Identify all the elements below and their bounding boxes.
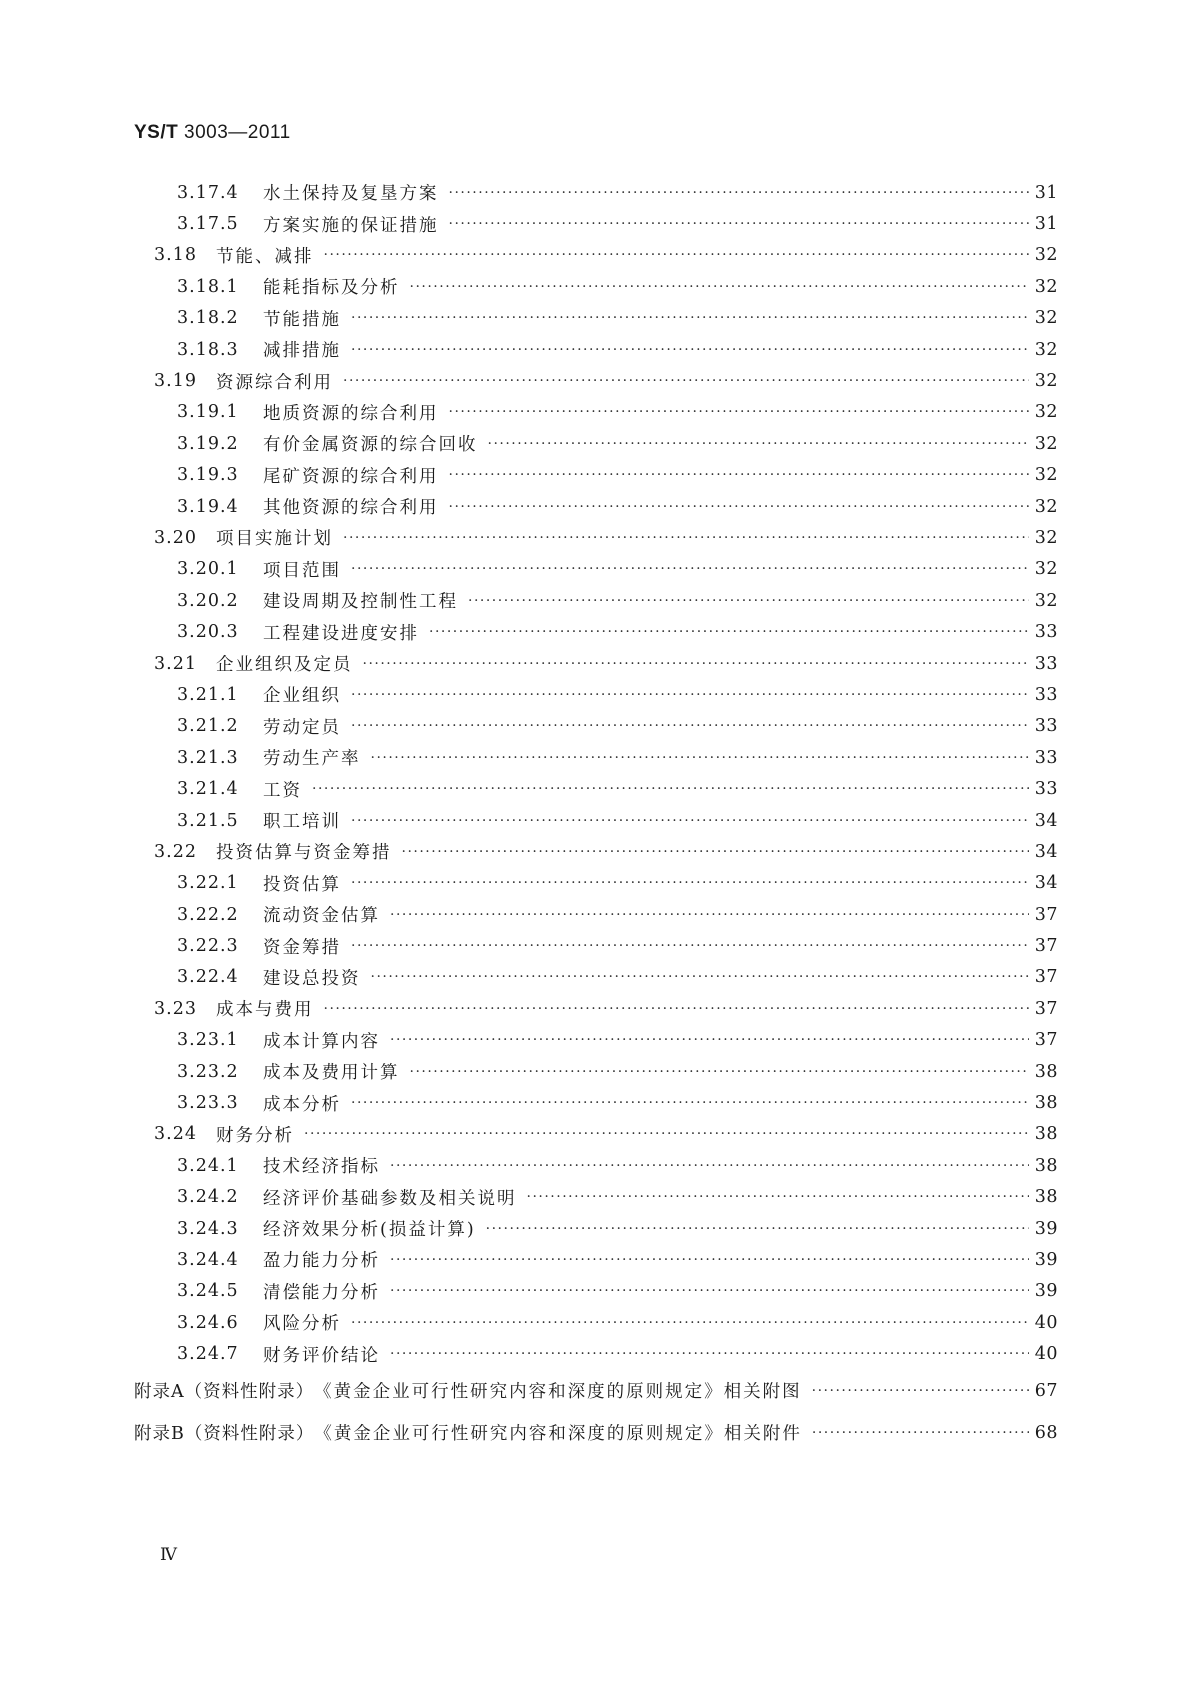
toc-entry[interactable] [134, 962, 1058, 993]
toc-entry-number: 3.17.4 [177, 182, 239, 203]
toc-entry-page: 32 [1034, 527, 1058, 548]
toc-entry[interactable] [134, 1213, 1058, 1244]
standard-number: 3003—2011 [184, 122, 291, 143]
toc-entry-number: 3.19.4 [177, 496, 239, 517]
toc-entry-title: 尾矿资源的综合利用 [263, 466, 439, 487]
toc-leader-dots [812, 1425, 1029, 1441]
toc-leader-dots [312, 781, 1029, 797]
toc-leader-dots [449, 467, 1029, 483]
toc-leader-dots [351, 718, 1029, 734]
toc-entry-page: 34 [1034, 873, 1058, 894]
toc-entry[interactable] [134, 648, 1058, 679]
toc-leader-dots [363, 656, 1029, 672]
toc-entry[interactable] [134, 554, 1058, 585]
toc-entry-title: 劳动生产率 [263, 749, 361, 770]
toc-leader-dots [351, 938, 1029, 954]
toc-entry-number: 3.19.2 [177, 433, 239, 454]
toc-entry-title: 有价金属资源的综合回收 [263, 435, 478, 456]
toc-entry[interactable] [134, 742, 1058, 773]
toc-entry-number: 3.24.4 [177, 1249, 239, 1270]
toc-entry-page: 38 [1034, 1093, 1058, 1114]
toc-entry-number: 3.21.4 [177, 779, 239, 800]
toc-leader-dots [351, 1095, 1029, 1111]
toc-entry-page: 32 [1034, 339, 1058, 360]
toc-leader-dots [343, 373, 1029, 389]
toc-entry-title: 工资 [263, 780, 302, 801]
toc-entry-title: 企业组织及定员 [216, 655, 353, 676]
toc-entry[interactable] [134, 1150, 1058, 1181]
toc-entry-number: 3.21 [154, 653, 197, 674]
toc-entry-page: 37 [1034, 967, 1058, 988]
toc-entry-title: 《黄金企业可行性研究内容和深度的原则规定》相关附件 [314, 1424, 802, 1445]
toc-entry-title: 经济效果分析(损益计算) [263, 1220, 476, 1241]
toc-entry-number: 附录A（资料性附录） [134, 1382, 315, 1403]
toc-entry[interactable] [134, 585, 1058, 616]
toc-leader-dots [429, 624, 1029, 640]
toc-entry[interactable] [134, 240, 1058, 271]
toc-entry-page: 39 [1034, 1249, 1058, 1270]
toc-leader-dots [390, 1252, 1029, 1268]
toc-entry-number: 3.24.1 [177, 1155, 239, 1176]
toc-entry[interactable] [134, 679, 1058, 710]
toc-leader-dots [324, 247, 1029, 263]
toc-entry[interactable] [134, 1087, 1058, 1118]
toc-leader-dots [390, 907, 1029, 923]
toc-entry-page: 32 [1034, 559, 1058, 580]
toc-entry-number: 3.22 [154, 841, 197, 862]
toc-entry[interactable] [134, 334, 1058, 365]
toc-entry-title: 劳动定员 [263, 717, 341, 738]
toc-entry-number: 3.19.3 [177, 465, 239, 486]
toc-entry-title: 方案实施的保证措施 [263, 215, 439, 236]
toc-leader-dots [351, 813, 1029, 829]
toc-entry-title: 投资估算 [263, 874, 341, 895]
toc-entry-number: 3.17.5 [177, 214, 239, 235]
toc-entry-title: 财务分析 [216, 1125, 294, 1146]
toc-entry-title: 技术经济指标 [263, 1157, 380, 1178]
toc-entry-page: 32 [1034, 308, 1058, 329]
toc-leader-dots [343, 530, 1029, 546]
standard-code: YS/T [134, 122, 179, 143]
toc-entry-number: 3.19.1 [177, 402, 239, 423]
toc-entry-page: 67 [1034, 1380, 1058, 1401]
toc-entry-page: 32 [1034, 433, 1058, 454]
toc-leader-dots [351, 310, 1029, 326]
toc-entry-title: 资源综合利用 [216, 372, 333, 393]
toc-leader-dots [371, 969, 1029, 985]
toc-entry-number: 3.22.4 [177, 967, 239, 988]
toc-entry-title: 成本及费用计算 [263, 1063, 400, 1084]
toc-leader-dots [351, 1315, 1029, 1331]
toc-entry[interactable] [134, 1182, 1058, 1213]
toc-leader-dots [410, 1064, 1029, 1080]
toc-entry-number: 3.22.1 [177, 873, 239, 894]
toc-entry-title: 投资估算与资金筹措 [216, 843, 392, 864]
toc-entry-page: 38 [1034, 1124, 1058, 1145]
toc-entry-title: 《黄金企业可行性研究内容和深度的原则规定》相关附图 [314, 1382, 802, 1403]
toc-entry-number: 3.23.3 [177, 1093, 239, 1114]
toc-entry[interactable] [134, 1276, 1058, 1307]
toc-leader-dots [449, 404, 1029, 420]
toc-entry-page: 37 [1034, 1030, 1058, 1051]
toc-entry[interactable] [134, 365, 1058, 396]
toc-entry[interactable] [134, 1025, 1058, 1056]
toc-entry-title: 盈力能力分析 [263, 1251, 380, 1272]
toc-entry[interactable] [134, 460, 1058, 491]
toc-entry-title: 经济评价基础参数及相关说明 [263, 1188, 517, 1209]
toc-entry-page: 33 [1034, 716, 1058, 737]
toc-entry-page: 33 [1034, 622, 1058, 643]
toc-entry-number: 3.23.2 [177, 1061, 239, 1082]
toc-entry[interactable] [134, 1244, 1058, 1275]
toc-entry-number: 3.21.2 [177, 716, 239, 737]
toc-entry-title: 节能、减排 [216, 246, 314, 267]
toc-entry-number: 3.21.1 [177, 684, 239, 705]
toc-entry-title: 项目范围 [263, 560, 341, 581]
toc-entry[interactable] [134, 491, 1058, 522]
toc-leader-dots [410, 279, 1029, 295]
toc-entry-number: 3.24 [154, 1124, 197, 1145]
toc-entry[interactable] [134, 303, 1058, 334]
toc-entry-title: 水土保持及复垦方案 [263, 184, 439, 205]
toc-entry[interactable] [134, 1370, 1058, 1412]
toc-entry-page: 33 [1034, 747, 1058, 768]
toc-leader-dots [449, 216, 1029, 232]
toc-entry-title: 地质资源的综合利用 [263, 403, 439, 424]
toc-entry-number: 3.24.6 [177, 1312, 239, 1333]
toc-entry-number: 3.21.5 [177, 810, 239, 831]
toc-entry-title: 工程建设进度安排 [263, 623, 419, 644]
toc-entry-number: 3.20 [154, 527, 197, 548]
toc-entry-title: 流动资金估算 [263, 906, 380, 927]
toc-entry-number: 3.23 [154, 998, 197, 1019]
toc-entry[interactable] [134, 868, 1058, 899]
toc-entry-title: 建设周期及控制性工程 [263, 592, 458, 613]
toc-entry[interactable] [134, 993, 1058, 1024]
toc-entry-page: 37 [1034, 936, 1058, 957]
toc-entry-page: 31 [1034, 214, 1058, 235]
toc-entry-number: 附录B（资料性附录） [134, 1424, 315, 1445]
toc-leader-dots [351, 561, 1029, 577]
toc-entry-number: 3.20.3 [177, 622, 239, 643]
toc-entry[interactable] [134, 397, 1058, 428]
toc-entry[interactable] [134, 711, 1058, 742]
toc-entry-page: 32 [1034, 465, 1058, 486]
toc-entry[interactable] [134, 1338, 1058, 1369]
toc-entry-title: 风险分析 [263, 1314, 341, 1335]
toc-entry-title: 企业组织 [263, 686, 341, 707]
toc-entry-title: 节能措施 [263, 309, 341, 330]
toc-leader-dots [449, 185, 1029, 201]
toc-entry[interactable] [134, 1307, 1058, 1338]
toc-leader-dots [390, 1283, 1029, 1299]
toc-entry-page: 40 [1034, 1344, 1058, 1365]
toc-entry[interactable] [134, 805, 1058, 836]
toc-entry[interactable] [134, 616, 1058, 647]
toc-entry-title: 财务评价结论 [263, 1345, 380, 1366]
toc-leader-dots [402, 844, 1029, 860]
toc-leader-dots [812, 1383, 1029, 1399]
toc-entry[interactable] [134, 522, 1058, 553]
toc-entry-number: 3.18.2 [177, 308, 239, 329]
toc-leader-dots [390, 1346, 1029, 1362]
toc-entry[interactable] [134, 1056, 1058, 1087]
toc-entry-page: 31 [1034, 182, 1058, 203]
toc-entry-page: 34 [1034, 841, 1058, 862]
table-of-contents [134, 177, 1058, 1454]
toc-entry-number: 3.19 [154, 371, 197, 392]
toc-leader-dots [390, 1158, 1029, 1174]
toc-entry-page: 32 [1034, 245, 1058, 266]
toc-entry-number: 3.24.5 [177, 1281, 239, 1302]
toc-entry-title: 成本与费用 [216, 1000, 314, 1021]
toc-leader-dots [390, 1032, 1029, 1048]
toc-entry-page: 39 [1034, 1218, 1058, 1239]
toc-entry-page: 38 [1034, 1155, 1058, 1176]
toc-leader-dots [371, 750, 1029, 766]
toc-entry-number: 3.18.1 [177, 276, 239, 297]
toc-entry-title: 清偿能力分析 [263, 1282, 380, 1303]
toc-entry-page: 68 [1034, 1422, 1058, 1443]
toc-entry-number: 3.22.3 [177, 936, 239, 957]
toc-entry[interactable] [134, 177, 1058, 208]
toc-entry-title: 建设总投资 [263, 968, 361, 989]
toc-entry-page: 33 [1034, 779, 1058, 800]
toc-entry-page: 32 [1034, 590, 1058, 611]
toc-entry-title: 其他资源的综合利用 [263, 498, 439, 519]
document-header [134, 122, 291, 144]
toc-entry-number: 3.24.3 [177, 1218, 239, 1239]
toc-entry-number: 3.21.3 [177, 747, 239, 768]
toc-leader-dots [488, 436, 1029, 452]
toc-leader-dots [324, 1001, 1029, 1017]
toc-leader-dots [449, 499, 1029, 515]
toc-entry-page: 37 [1034, 904, 1058, 925]
toc-entry-title: 资金筹措 [263, 937, 341, 958]
toc-entry-page: 33 [1034, 653, 1058, 674]
toc-entry-title: 成本分析 [263, 1094, 341, 1115]
toc-entry[interactable] [134, 208, 1058, 239]
toc-leader-dots [351, 687, 1029, 703]
toc-entry-number: 3.20.2 [177, 590, 239, 611]
toc-entry-title: 职工培训 [263, 812, 341, 832]
toc-entry[interactable] [134, 773, 1058, 804]
toc-entry-page: 34 [1034, 810, 1058, 831]
toc-entry[interactable] [134, 271, 1058, 302]
toc-leader-dots [527, 1189, 1029, 1205]
toc-entry-title: 减排措施 [263, 341, 341, 362]
toc-entry[interactable] [134, 428, 1058, 459]
toc-entry-title: 能耗指标及分析 [263, 278, 400, 299]
toc-entry-page: 38 [1034, 1061, 1058, 1082]
toc-entry[interactable] [134, 899, 1058, 930]
toc-entry[interactable] [134, 1412, 1058, 1454]
toc-entry-page: 32 [1034, 371, 1058, 392]
toc-entry-number: 3.24.7 [177, 1344, 239, 1365]
toc-entry[interactable] [134, 1119, 1058, 1150]
toc-entry-page: 37 [1034, 998, 1058, 1019]
toc-leader-dots [351, 342, 1029, 358]
toc-entry[interactable] [134, 836, 1058, 867]
toc-entry-title: 项目实施计划 [216, 529, 333, 550]
toc-entry-number: 3.22.2 [177, 904, 239, 925]
toc-entry-number: 3.24.2 [177, 1187, 239, 1208]
toc-entry-number: 3.23.1 [177, 1030, 239, 1051]
toc-entry-page: 33 [1034, 684, 1058, 705]
page-number: Ⅳ [160, 1545, 177, 1565]
toc-entry-number: 3.18 [154, 245, 197, 266]
toc-entry-page: 32 [1034, 496, 1058, 517]
toc-entry[interactable] [134, 930, 1058, 961]
toc-leader-dots [304, 1126, 1029, 1142]
toc-entry-page: 40 [1034, 1312, 1058, 1333]
toc-entry-number: 3.18.3 [177, 339, 239, 360]
toc-leader-dots [468, 593, 1029, 609]
toc-entry-number: 3.20.1 [177, 559, 239, 580]
toc-entry-page: 39 [1034, 1281, 1058, 1302]
toc-entry-page: 32 [1034, 402, 1058, 423]
toc-entry-page: 38 [1034, 1187, 1058, 1208]
toc-leader-dots [351, 875, 1029, 891]
toc-entry-page: 32 [1034, 276, 1058, 297]
toc-leader-dots [486, 1221, 1029, 1237]
toc-entry-title: 成本计算内容 [263, 1031, 380, 1052]
